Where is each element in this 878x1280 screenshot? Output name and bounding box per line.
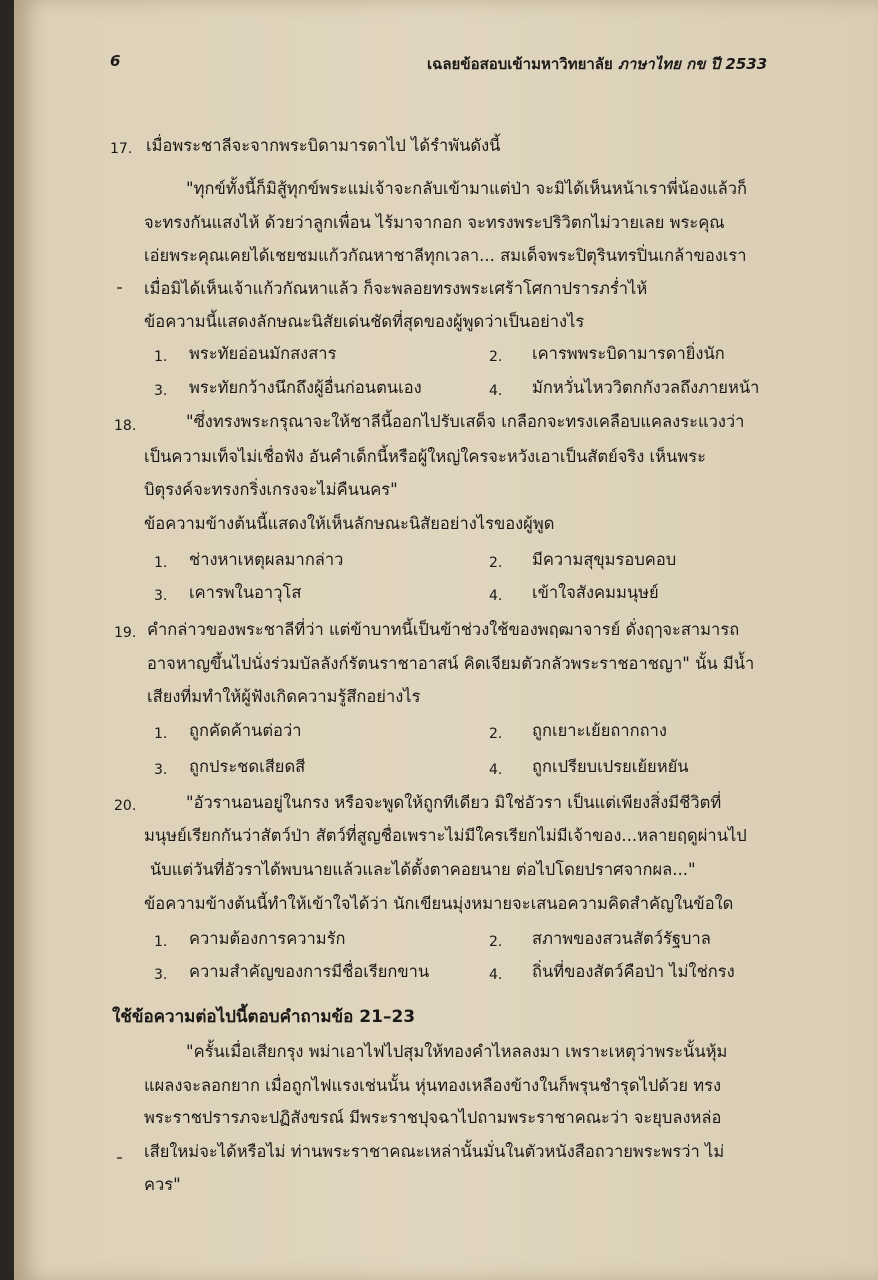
choice-text: ถิ่นที่ของสัตว์คือป่า ไม่ใช่กรง: [532, 962, 735, 981]
quote-line: เมื่อมิได้เห็นเจ้าแก้วกัณหาแล้ว ก็จะพลอยทรงพระเศร้าโศกาปรารภร่ำไห้: [144, 279, 648, 298]
page-number: 6: [110, 52, 121, 70]
passage-line: ควร": [144, 1175, 181, 1194]
choice-number: 1.: [154, 555, 168, 571]
passage-line: พระราชปรารภจะปฏิสังขรณ์ มีพระราชปุจฉาไปถามพระราชาคณะว่า จะยุบลงหล่อ: [144, 1108, 722, 1127]
margin-mark: [117, 287, 122, 289]
header-title: เฉลยข้อสอบเข้ามหาวิทยาลัย: [427, 55, 613, 73]
choice-text: ถูกเยาะเย้ยถากถาง: [532, 721, 667, 740]
choice-text: ถูกประชดเสียดสี: [189, 757, 306, 776]
quote-line: "อัวรานอนอยู่ในกรง หรือจะพูดให้ถูกทีเดียว มิใช่อัวรา เป็นแต่เพียงสิ่งมีชีวิตที่: [186, 793, 722, 812]
choice-number: 3.: [154, 762, 168, 778]
question-number: 17.: [110, 141, 133, 157]
choice-text: มีความสุขุมรอบคอบ: [532, 550, 677, 569]
choice-text: ถูกคัดค้านต่อว่า: [189, 721, 302, 740]
choice-text: เคารพพระบิดามารดายิ่งนัก: [532, 344, 725, 363]
choice-number: 2.: [489, 726, 503, 742]
quote-line: นับแต่วันที่อัวราได้พบนายแล้วและได้ตั้งตาคอยนาย ต่อไปโดยปราศจากผล...": [150, 860, 696, 879]
passage-line: แผลงจะลอกยาก เมื่อถูกไฟแรงเช่นนั้น หุ่นทองเหลืองข้างในก็พรุนชำรุดไปด้วย ทรง: [144, 1076, 722, 1095]
choice-text: สภาพของสวนสัตว์รัฐบาล: [532, 929, 711, 948]
choice-number: 2.: [489, 934, 503, 950]
choice-number: 1.: [154, 349, 168, 365]
choice-text: ช่างหาเหตุผลมากล่าว: [189, 550, 344, 569]
choice-text: เข้าใจสังคมมนุษย์: [532, 583, 659, 602]
choice-number: 3.: [154, 967, 168, 983]
question-stem: เมื่อพระชาลีจะจากพระบิดามารดาไป ได้รำพันดังนี้: [146, 136, 501, 155]
choice-number: 2.: [489, 349, 503, 365]
question-number: 19.: [114, 625, 137, 641]
question-number: 20.: [114, 798, 137, 814]
choice-number: 4.: [489, 762, 503, 778]
section-heading: ใช้ข้อความต่อไปนี้ตอบคำถามข้อ 21–23: [112, 1007, 416, 1027]
choice-number: 3.: [154, 588, 168, 604]
quote-line: "ซึ่งทรงพระกรุณาจะให้ชาลีนี้ออกไปรับเสด็จ เกลือกจะทรงเคลือบแคลงระแวงว่า: [186, 412, 745, 431]
choice-text: ความสำคัญของการมีชื่อเรียกขาน: [189, 962, 430, 981]
choice-number: 4.: [489, 383, 503, 399]
header-subtitle: ภาษาไทย กข ปี 2533: [618, 55, 768, 73]
quote-line: มนุษย์เรียกกันว่าสัตว์ป่า สัตว์ที่สูญชื่อเพราะไม่มีใครเรียกไม่มีเจ้าของ...หลายฤดูผ่านไป: [144, 826, 747, 845]
choice-text: เคารพในอาวุโส: [189, 583, 302, 602]
question-prompt: ข้อความข้างต้นนี้ทำให้เข้าใจได้ว่า นักเขียนมุ่งหมายจะเสนอความคิดสำคัญในข้อใด: [144, 894, 734, 913]
choice-number: 4.: [489, 588, 503, 604]
document-page: [14, 0, 878, 1280]
question-number: 18.: [114, 418, 137, 434]
choice-text: ถูกเปรียบเปรยเย้ยหยัน: [532, 757, 689, 776]
question-prompt: ข้อความข้างต้นนี้แสดงให้เห็นลักษณะนิสัยอย่างไรของผู้พูด: [144, 514, 555, 533]
choice-text: มักหวั่นไหววิตกกังวลถึงภายหน้า: [532, 378, 760, 397]
choice-text: พระทัยกว้างนึกถึงผู้อื่นก่อนตนเอง: [189, 378, 422, 397]
margin-mark: [117, 1157, 122, 1159]
choice-number: 1.: [154, 726, 168, 742]
quote-line: "ทุกข์ทั้งนี้ก็มิสู้ทุกข์พระแม่เจ้าจะกลับเข้ามาแต่ป่า จะมิได้เห็นหน้าเราพี่น้องแล้วก็: [186, 179, 748, 198]
choice-text: พระทัยอ่อนมักสงสาร: [189, 344, 337, 363]
quote-line: บิตุรงค์จะทรงกริ่งเกรงจะไม่คืนนคร": [144, 480, 398, 499]
quote-line: เป็นความเท็จไม่เชื่อฟัง อันคำเด็กนี้หรือผู้ใหญ่ใครจะหวังเอาเป็นสัตย์จริง เห็นพระ: [144, 447, 706, 466]
stem-line: อาจหาญขึ้นไปนั่งร่วมบัลลังก์รัตนราชาอาสน์ คิดเจียมตัวกลัวพระราชอาชญา" นั้น มีน้ำ: [147, 654, 755, 673]
choice-number: 4.: [489, 967, 503, 983]
quote-line: จะทรงกันแสงไห้ ด้วยว่าลูกเพื่อน ไร้มาจากอก จะทรงพระปริวิตกไม่วายเลย พระคุณ: [144, 213, 725, 232]
choice-number: 3.: [154, 383, 168, 399]
stem-line: เสียงที่มทำให้ผู้ฟังเกิดความรู้สึกอย่างไร: [147, 687, 421, 706]
question-prompt: ข้อความนี้แสดงลักษณะนิสัยเด่นชัดที่สุดของผู้พูดว่าเป็นอย่างไร: [144, 312, 585, 331]
passage-line: "ครั้นเมื่อเสียกรุง พม่าเอาไฟไปสุมให้ทองคำไหลลงมา เพราะเหตุว่าพระนั้นหุ้ม: [186, 1042, 728, 1061]
stem-line: คำกล่าวของพระชาลีที่ว่า แต่ข้าบาทนี้เป็นข้าช่วงใช้ของพฤฒาจารย์ ดั่งฤๅจะสามารถ: [147, 620, 740, 639]
passage-line: เสียใหม่จะได้หรือไม่ ท่านพระราชาคณะเหล่านั้นมั่นในตัวหนังสือถวายพระพรว่า ไม่: [144, 1142, 725, 1161]
choice-number: 2.: [489, 555, 503, 571]
choice-number: 1.: [154, 934, 168, 950]
quote-line: เอ่ยพระคุณเคยได้เชยชมแก้วกัณหาชาลีทุกเวลา... สมเด็จพระปิตุรินทรปิ่นเกล้าของเรา: [144, 246, 747, 265]
choice-text: ความต้องการความรัก: [189, 929, 346, 948]
page-header: [427, 52, 767, 76]
